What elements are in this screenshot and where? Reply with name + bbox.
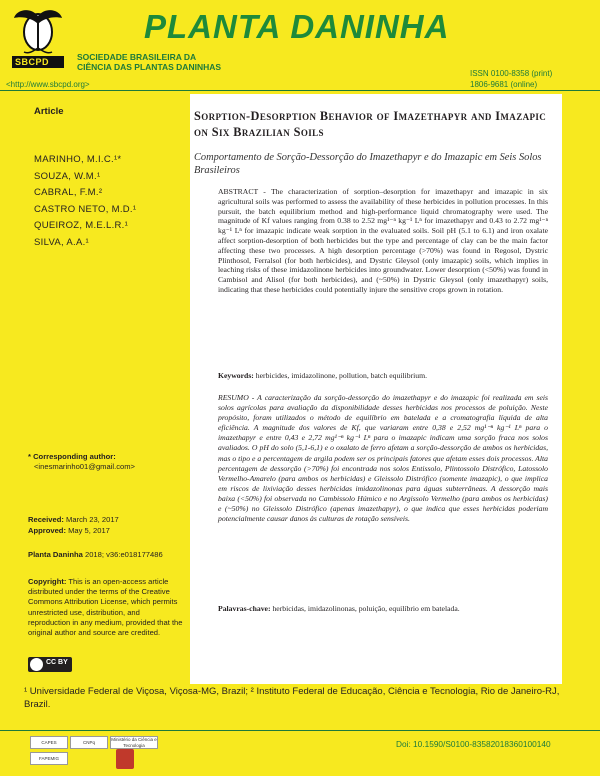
- issn-online: 1806-9681 (online): [470, 80, 538, 89]
- article-title: Sorption-Desorption Behavior of Imazethapyr and Imazapic on Six Brazilian Soils: [194, 109, 547, 139]
- keywords-text: herbicides, imidazolinone, pollution, batch equilibrium.: [255, 371, 428, 380]
- citation-block: [28, 550, 163, 559]
- copyright-label: Copyright:: [28, 577, 67, 586]
- article-type-label: Article: [34, 106, 64, 117]
- sponsor-logo-ministry: Ministério da Ciência e Tecnologia: [111, 737, 157, 748]
- author-item: CASTRO NETO, M.D.¹: [34, 203, 137, 215]
- corresponding-email-link[interactable]: <inesmarinho01@gmail.com>: [34, 462, 135, 471]
- author-item: MARINHO, M.I.C.¹*: [34, 154, 122, 165]
- dates-block: [28, 514, 119, 536]
- cc-icon: [30, 658, 43, 671]
- logo-text: SBCPD: [15, 57, 50, 67]
- corresponding-label: * Corresponding author:: [28, 452, 116, 461]
- copyright-block: [28, 577, 184, 638]
- society-line-1: SOCIEDADE BRASILEIRA DA: [77, 52, 197, 62]
- received-date: March 23, 2017: [66, 515, 119, 524]
- society-name: [77, 52, 221, 72]
- article-subtitle: Comportamento de Sorção-Dessorção do Imazethapyr e do Imazapic em Seis Solos Brasileiros: [194, 152, 542, 176]
- palavras-text: herbicidas, imidazolinonas, poluição, equilíbrio em batelada.: [272, 604, 460, 613]
- coat-of-arms-icon: [116, 749, 134, 769]
- corresponding-author: [28, 452, 135, 472]
- footer-divider: [0, 730, 600, 731]
- author-list: [34, 152, 136, 252]
- approved-label: Approved:: [28, 526, 66, 535]
- keywords: [218, 371, 548, 380]
- doi-link[interactable]: Doi: 10.1590/S0100-83582018360100140: [396, 739, 551, 749]
- palavras-label: Palavras-chave:: [218, 604, 271, 613]
- journal-title: PLANTA DANINHA: [144, 8, 450, 45]
- copyright-text: This is an open-access article distributed under the terms of the Creative Commons Attribution License, which permits unrestricted use, distribution, and reproduction in any medium, provided that the original author and source are credited.: [28, 577, 183, 638]
- content-panel: [190, 94, 562, 684]
- author-item: SOUZA, W.M.¹: [34, 170, 101, 182]
- author-item: QUEIROZ, M.E.L.R.¹: [34, 220, 129, 232]
- cc-badge-text: CC BY: [46, 659, 68, 666]
- society-line-2: CIÊNCIA DAS PLANTAS DANINHAS: [77, 62, 222, 72]
- sponsor-logo-capes: CAPES: [30, 736, 68, 749]
- keywords-label: Keywords:: [218, 371, 254, 380]
- affiliations: ¹ Universidade Federal de Viçosa, Viçosa-MG, Brazil; ² Instituto Federal de Educação, Ciência e Tecnologia, Rio de Janeiro-RJ, Brazil.: [24, 686, 560, 710]
- citation-ref: 2018; v36:e018177486: [84, 550, 163, 559]
- society-url-link[interactable]: <http://www.sbcpd.org>: [6, 80, 90, 89]
- sponsor-logo-cnpq: CNPq: [70, 736, 108, 749]
- cc-license-badge[interactable]: [28, 657, 72, 672]
- approved-date: May 5, 2017: [68, 526, 110, 535]
- author-item: CABRAL, F.M.²: [34, 187, 103, 199]
- palavras-chave: [218, 604, 548, 613]
- citation-journal: Planta Daninha: [28, 550, 83, 559]
- sponsor-logo-fapemig: FAPEMIG: [30, 752, 68, 765]
- resumo: RESUMO - A caracterização da sorção-dessorção do imazethapyr e do imazapic foi realizada em seis solos agrícolas para avaliação da disponibilidade desses herbicidas nos processos de poluição. Neste propósito, foram utilizados o método de equilíbrio em batelada e a cromatografia líquida de alta eficiência. A magnitude dos valores de Kf, que variaram entre 0,38 e 2,52 mg¹⁻ⁿ kg⁻¹ Lⁿ para o imazethapyr e entre 0,43 e 2,72 mg¹⁻ⁿ kg⁻¹ Lⁿ para o imazapic indicam uma sorção fraca nos solos avaliados. O pH do solo (5,1-6,1) e o oxalato de ferro afetam a sorção-dessorção de ambos os herbicidas, mas o tipo e a percentagem de argila podem ser os principais fatores que afetam esses dois processos. Alta percentagem de dessorção (>70%) foi encontrada nos solos Entissolo, Plintossolo Distrófico, Latossolo Vermelho-Amarelo (para ambos os herbicidas) e Gleissolo Distrófico (somente imazapic), o que implica em riscos de lixiviação desses herbicidas imidazolinonas para águas subterrâneas. A dessorção mais baixa (<50%) foi observada no Cambissolo Húmico e no Argissolo Vermelho (para ambos os herbicidas) e (~50%) no Gleissolo Distrófico (apenas imazethapyr), o que indica que esses herbicidas poderiam potencialmente causar danos às culturas de rotação sensíveis.: [218, 393, 548, 524]
- issn-print: ISSN 0100-8358 (print): [470, 69, 553, 78]
- sbcpd-logo: [6, 4, 70, 70]
- received-label: Received:: [28, 515, 64, 524]
- abstract: ABSTRACT - The characterization of sorption–desorption for imazethapyr and imazapic in six agricultural soils was performed to assess the availability of these herbicides in pollution processes. In this pursuit, the batch equilibrium method and high-performance liquid chromatography were used. The magnitude of Kf values ranging from 0.38 to 2.52 mg¹⁻ⁿ kg⁻¹ Lⁿ for imazethapyr and 0.43 to 2.72 mg¹⁻ⁿ kg⁻¹ Lⁿ for imazapic indicate weak sorption in the evaluated soils. Soil pH (5.1 to 6.1) and iron oxalate affect sorption-desorption of both herbicides but the type and percentage of clay can be the main factor affecting these two processes. A high desorption percentage (>70%) was found in Regosol, Dystric Plinthosol, Ferralsol (for both herbicides), and Dystric Gleysol (only imazapic) soils, which implies in leaching risks of these imidazolinone herbicides into groundwater. Lower desorption (<50%) was found in Cambisol and Alisol (for both herbicides), and (~50%) in Dystric Gleysol (only imazethapyr) soils, indicating that these herbicides could potentially injure the sensitive crops grown in rotation.: [218, 187, 548, 294]
- issn-block: [470, 68, 552, 90]
- author-item: SILVA, A.A.¹: [34, 236, 89, 248]
- header-divider: [0, 90, 600, 91]
